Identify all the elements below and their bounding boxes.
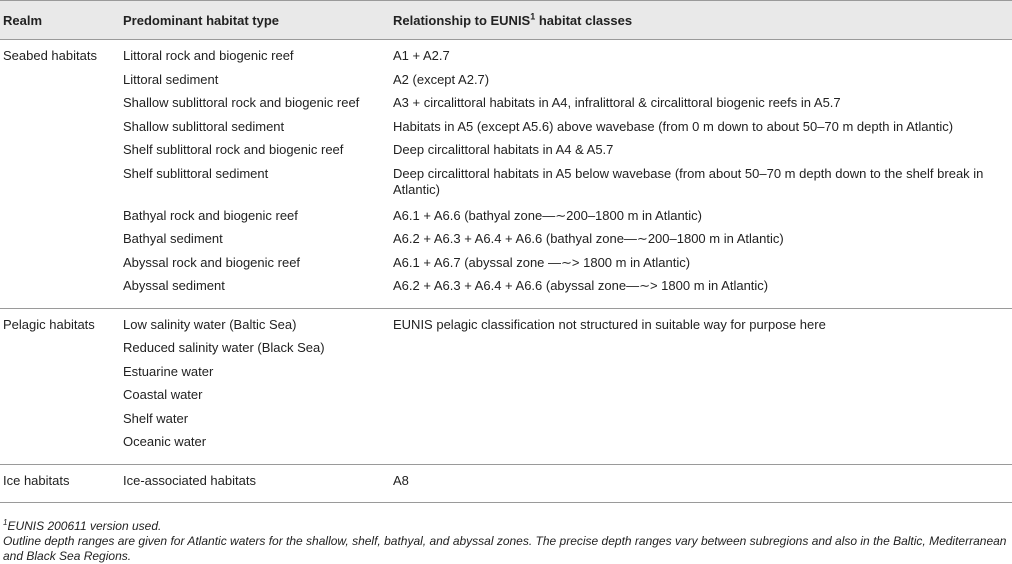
relationship-cell: A6.1 + A6.7 (abyssal zone —∼> 1800 m in Atlantic) (393, 254, 691, 270)
table-row (0, 387, 1012, 411)
table-row (0, 72, 1012, 96)
relationship-cell: Deep circalittoral habitats in A5 below wavebase (from about 50–70 m depth down to the shelf break in Atlantic) (393, 165, 984, 197)
table-row (0, 340, 1012, 364)
realm-cell: Seabed habitats (3, 48, 97, 63)
header-relationship (390, 1, 1012, 40)
relationship-cell: A8 (390, 464, 1012, 503)
relationship-cell (390, 364, 1012, 388)
realm-cell (0, 72, 120, 96)
relationship-cell: Deep circalittoral habitats in A4 & A5.7 (393, 142, 614, 157)
realm-cell (0, 95, 120, 119)
header-realm: Realm (0, 1, 120, 40)
realm-cell (0, 255, 120, 279)
habitat-cell: Shelf sublittoral rock and biogenic reef (123, 142, 344, 157)
realm-cell (0, 166, 120, 208)
habitat-cell: Reduced salinity water (Black Sea) (123, 340, 325, 355)
header-habitat: Predominant habitat type (120, 1, 390, 40)
table-row (0, 364, 1012, 388)
table-footnotes (0, 515, 1012, 564)
habitat-cell: Shelf water (123, 410, 189, 426)
table-row (0, 208, 1012, 232)
relationship-cell: A2 (except A2.7) (393, 71, 490, 87)
habitat-cell: Shallow sublittoral rock and biogenic reef (123, 95, 360, 110)
habitat-cell: Littoral sediment (123, 71, 219, 87)
footnote-1-marker: 1 (3, 518, 8, 527)
table-row (0, 40, 1012, 72)
realm-cell (0, 411, 120, 435)
footnote-1 (3, 515, 1012, 534)
table-row (0, 255, 1012, 279)
relationship-cell: Habitats in A5 (except A5.6) above wavebase (from 0 m down to about 50–70 m depth in Atlantic) (393, 118, 954, 134)
habitat-cell: Bathyal sediment (123, 231, 223, 246)
relationship-cell: EUNIS pelagic classification not structured in suitable way for purpose here (393, 316, 826, 332)
habitat-cell: Shallow sublittoral sediment (123, 118, 285, 134)
table-row (0, 434, 1012, 464)
header-relationship-suffix: habitat classes (535, 12, 633, 28)
habitat-cell: Ice-associated habitats (120, 464, 390, 503)
relationship-cell: A6.1 + A6.6 (bathyal zone—∼200–1800 m in Atlantic) (393, 207, 703, 223)
habitat-cell: Littoral rock and biogenic reef (123, 48, 294, 63)
relationship-cell: A1 + A2.7 (393, 48, 450, 63)
table-row (0, 142, 1012, 166)
realm-cell (0, 340, 120, 364)
realm-cell (0, 278, 120, 308)
table-header-row (0, 1, 1012, 40)
realm-cell (0, 434, 120, 464)
footnote-1-text: EUNIS 200611 version used. (7, 519, 162, 533)
table-row (0, 411, 1012, 435)
realm-cell (0, 231, 120, 255)
habitat-cell: Abyssal rock and biogenic reef (123, 254, 301, 270)
habitat-cell: Estuarine water (123, 363, 214, 379)
realm-cell: Pelagic habitats (3, 316, 95, 332)
habitat-cell: Abyssal sediment (120, 278, 390, 308)
relationship-cell (390, 340, 1012, 364)
realm-cell (0, 364, 120, 388)
habitat-cell: Shelf sublittoral sediment (123, 165, 269, 181)
relationship-cell: A6.2 + A6.3 + A6.4 + A6.6 (bathyal zone—∼200–1800 m in Atlantic) (393, 231, 784, 246)
relationship-cell: A3 + circalittoral habitats in A4, infralittoral & circalittoral biogenic reefs in A5.7 (393, 95, 841, 110)
realm-cell (0, 119, 120, 143)
relationship-cell (390, 387, 1012, 411)
table-row (0, 119, 1012, 143)
habitat-cell: Bathyal rock and biogenic reef (123, 207, 298, 223)
habitat-cell: Coastal water (123, 387, 203, 402)
table-row (0, 278, 1012, 308)
realm-cell (0, 387, 120, 411)
realm-cell (0, 142, 120, 166)
relationship-cell (390, 434, 1012, 464)
table-row (0, 166, 1012, 208)
header-footnote-marker: 1 (530, 11, 536, 22)
table-row (0, 231, 1012, 255)
relationship-cell: A6.2 + A6.3 + A6.4 + A6.6 (abyssal zone—∼> 1800 m in Atlantic) (390, 278, 1012, 308)
habitat-cell: Oceanic water (120, 434, 390, 464)
header-relationship-text: Relationship to EUNIS (393, 12, 531, 28)
table-row (0, 308, 1012, 340)
table-row (0, 464, 1012, 503)
habitat-cell: Low salinity water (Baltic Sea) (123, 316, 297, 332)
realm-cell: Ice habitats (0, 464, 120, 503)
footnote-depth-note: Outline depth ranges are given for Atlantic waters for the shallow, shelf, bathyal, and abyssal zones. The precise depth ranges vary between subregions and also in the Baltic, Mediterranean and Black Sea Regions. (3, 534, 1007, 563)
relationship-cell (390, 411, 1012, 435)
realm-cell (0, 208, 120, 232)
table-row (0, 95, 1012, 119)
